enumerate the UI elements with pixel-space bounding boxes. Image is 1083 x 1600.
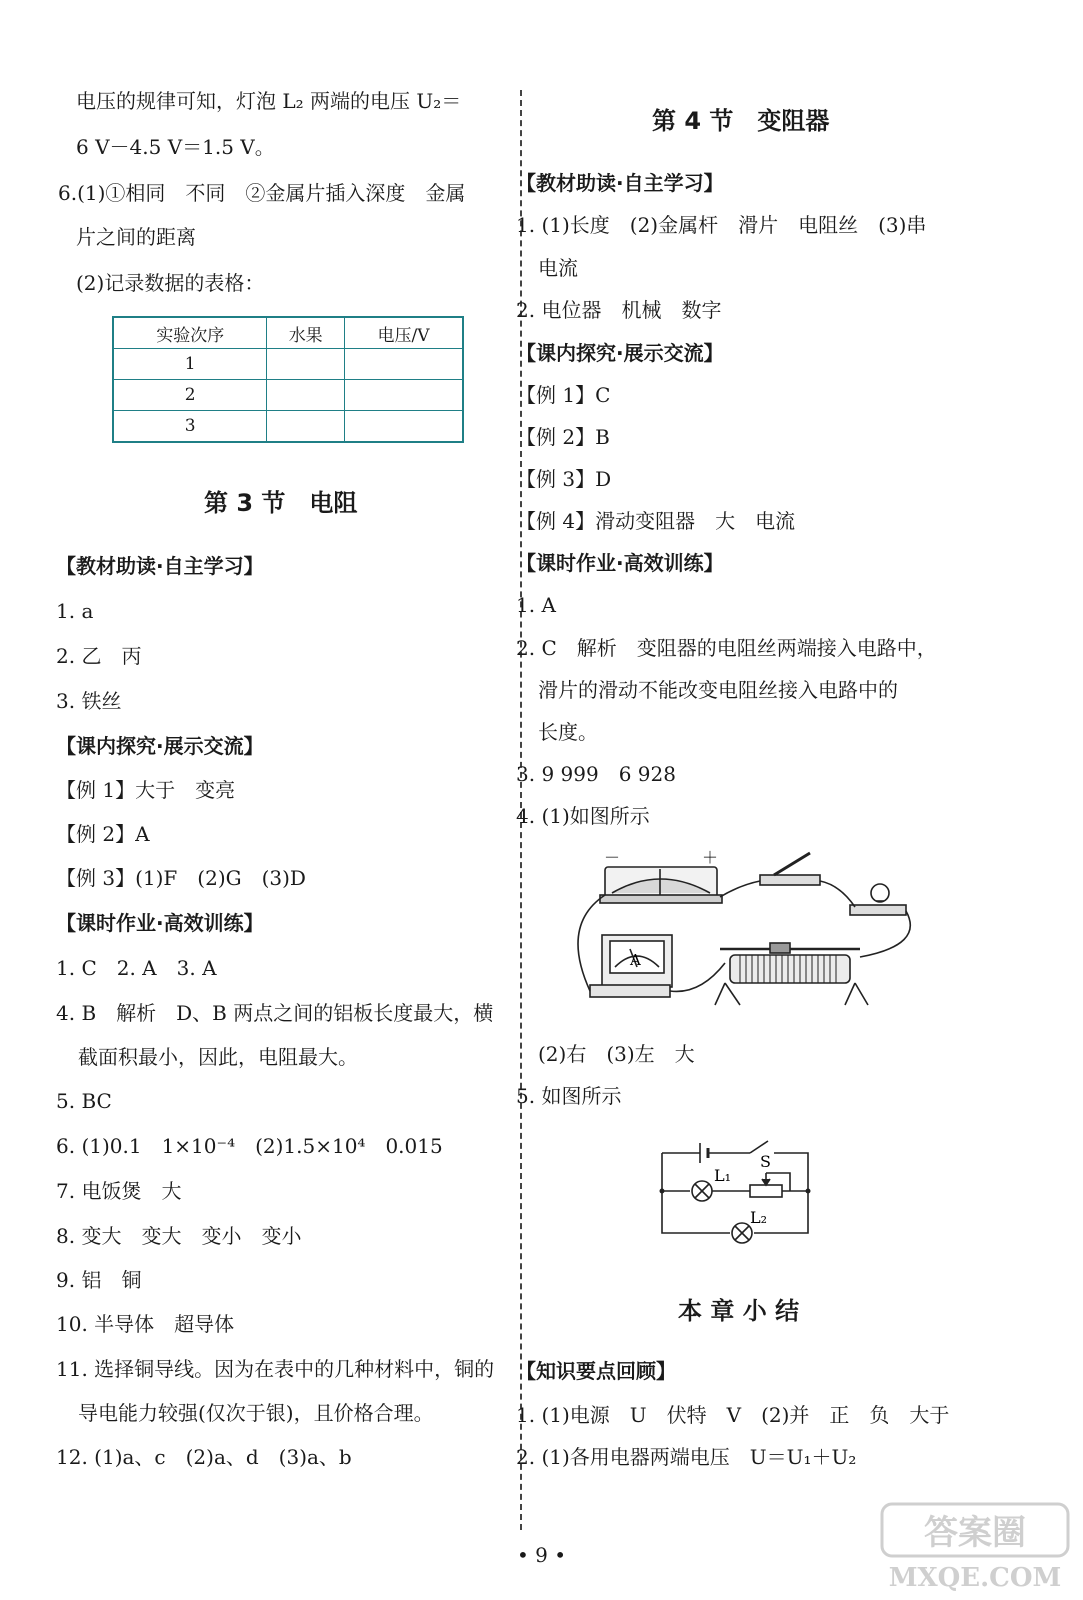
answer-line: 4. (1)如图所示 <box>516 804 650 828</box>
section-4-title: 第 4 节 变阻器 <box>652 107 830 135</box>
answer-line: 5. 如图所示 <box>516 1084 622 1108</box>
answer-line: 11. 选择铜导线。因为在表中的几种材料中，铜的 <box>56 1357 495 1381</box>
battery-minus-label: － <box>604 848 621 867</box>
answer-line: 1. (1)电源 U 伏特 V (2)并 正 负 大于 <box>516 1403 950 1427</box>
circuit-schematic-figure <box>650 1135 820 1245</box>
answer-line: 8. 变大 变大 变小 变小 <box>56 1224 302 1248</box>
answer-line: 7. 电饭煲 大 <box>56 1179 182 1203</box>
answer-line: 【例 4】滑动变阻器 大 电流 <box>516 509 796 533</box>
answer-line: 5. BC <box>56 1089 112 1113</box>
table-cell <box>344 349 463 380</box>
lamp-1-label: L₁ <box>714 1166 732 1185</box>
section-3-title: 第 3 节 电阻 <box>204 489 358 517</box>
heading-review: 【知识要点回顾】 <box>516 1359 676 1383</box>
answer-line: 9. 铝 铜 <box>56 1268 142 1292</box>
chapter-summary-title: 本 章 小 结 <box>678 1297 800 1325</box>
table-cell <box>344 380 463 411</box>
answer-line: 4. B 解析 D、B 两点之间的铝板长度最大，横 <box>56 1001 494 1025</box>
svg-text:MXQE.COM: MXQE.COM <box>888 1563 1062 1593</box>
answer-line: 【例 2】B <box>516 425 610 449</box>
answer-line: 2. (1)各用电器两端电压 U＝U₁＋U₂ <box>516 1445 857 1469</box>
ammeter-label: A <box>630 951 641 969</box>
heading-homework: 【课时作业·高效训练】 <box>56 911 264 935</box>
table-cell <box>344 411 463 443</box>
answer-line: 【例 3】(1)F (2)G (3)D <box>56 866 306 890</box>
answer-line: 导电能力较强(仅次于银)，且价格合理。 <box>78 1401 434 1425</box>
heading-study: 【教材助读·自主学习】 <box>56 554 264 578</box>
answer-line: (2)右 (3)左 大 <box>538 1042 695 1066</box>
table-cell: 3 <box>113 411 267 443</box>
answer-line: 6. (1)0.1 1×10⁻⁴ (2)1.5×10⁴ 0.015 <box>56 1134 443 1158</box>
answer-line: 【例 1】大于 变亮 <box>56 778 236 802</box>
switch-label: S <box>760 1152 771 1171</box>
table-row <box>113 380 463 411</box>
answer-line: 2. C 解析 变阻器的电阻丝两端接入电路中， <box>516 636 937 660</box>
record-table <box>112 316 464 443</box>
answer-line: 12. (1)a、c (2)a、d (3)a、b <box>56 1445 352 1469</box>
answer-line: 10. 半导体 超导体 <box>56 1312 235 1336</box>
q6-line-2: 片之间的距离 <box>76 225 196 249</box>
table-row <box>113 411 463 443</box>
answer-line: 电流 <box>538 256 578 280</box>
answer-line: 滑片的滑动不能改变电阻丝接入电路中的 <box>538 678 898 702</box>
table-cell: 1 <box>113 349 267 380</box>
q6-line-3: (2)记录数据的表格： <box>76 271 265 295</box>
table-cell <box>267 349 345 380</box>
answer-line: 1. (1)长度 (2)金属杆 滑片 电阻丝 (3)串 <box>516 213 927 237</box>
heading-study: 【教材助读·自主学习】 <box>516 171 724 195</box>
table-header: 电压/V <box>344 317 463 349</box>
answer-line: 2. 乙 丙 <box>56 644 142 668</box>
answer-line: 1. A <box>516 593 556 617</box>
answer-line: 2. 电位器 机械 数字 <box>516 298 722 322</box>
answer-line: 【例 2】A <box>56 822 150 846</box>
table-header: 水果 <box>267 317 345 349</box>
answer-line: 【例 1】C <box>516 383 611 407</box>
table-cell <box>267 380 345 411</box>
page-number: • 9 • <box>516 1543 567 1567</box>
intro-line-2: 6 V－4.5 V＝1.5 V。 <box>76 135 275 159</box>
table-header: 实验次序 <box>113 317 267 349</box>
answer-line: 1. a <box>56 599 94 623</box>
heading-homework: 【课时作业·高效训练】 <box>516 551 724 575</box>
battery-plus-label: ＋ <box>702 848 719 867</box>
heading-explore: 【课内探究·展示交流】 <box>56 734 264 758</box>
answer-line: 【例 3】D <box>516 467 612 491</box>
circuit-apparatus-figure <box>560 845 930 1015</box>
answer-line: 3. 9 999 6 928 <box>516 762 676 786</box>
heading-explore: 【课内探究·展示交流】 <box>516 341 724 365</box>
answer-line: 截面积最小，因此，电阻最大。 <box>78 1045 358 1069</box>
answer-line: 长度。 <box>538 720 598 744</box>
intro-line-1: 电压的规律可知，灯泡 L₂ 两端的电压 U₂＝ <box>76 89 462 113</box>
table-row <box>113 349 463 380</box>
watermark-logo <box>880 1500 1070 1595</box>
answer-line: 3. 铁丝 <box>56 689 122 713</box>
table-cell: 2 <box>113 380 267 411</box>
table-cell <box>267 411 345 443</box>
svg-text:答案圈: 答案圈 <box>924 1513 1026 1553</box>
answer-line: 1. C 2. A 3. A <box>56 956 217 980</box>
lamp-2-label: L₂ <box>750 1208 768 1227</box>
q6-line-1: 6.(1)①相同 不同 ②金属片插入深度 金属 <box>58 181 466 205</box>
